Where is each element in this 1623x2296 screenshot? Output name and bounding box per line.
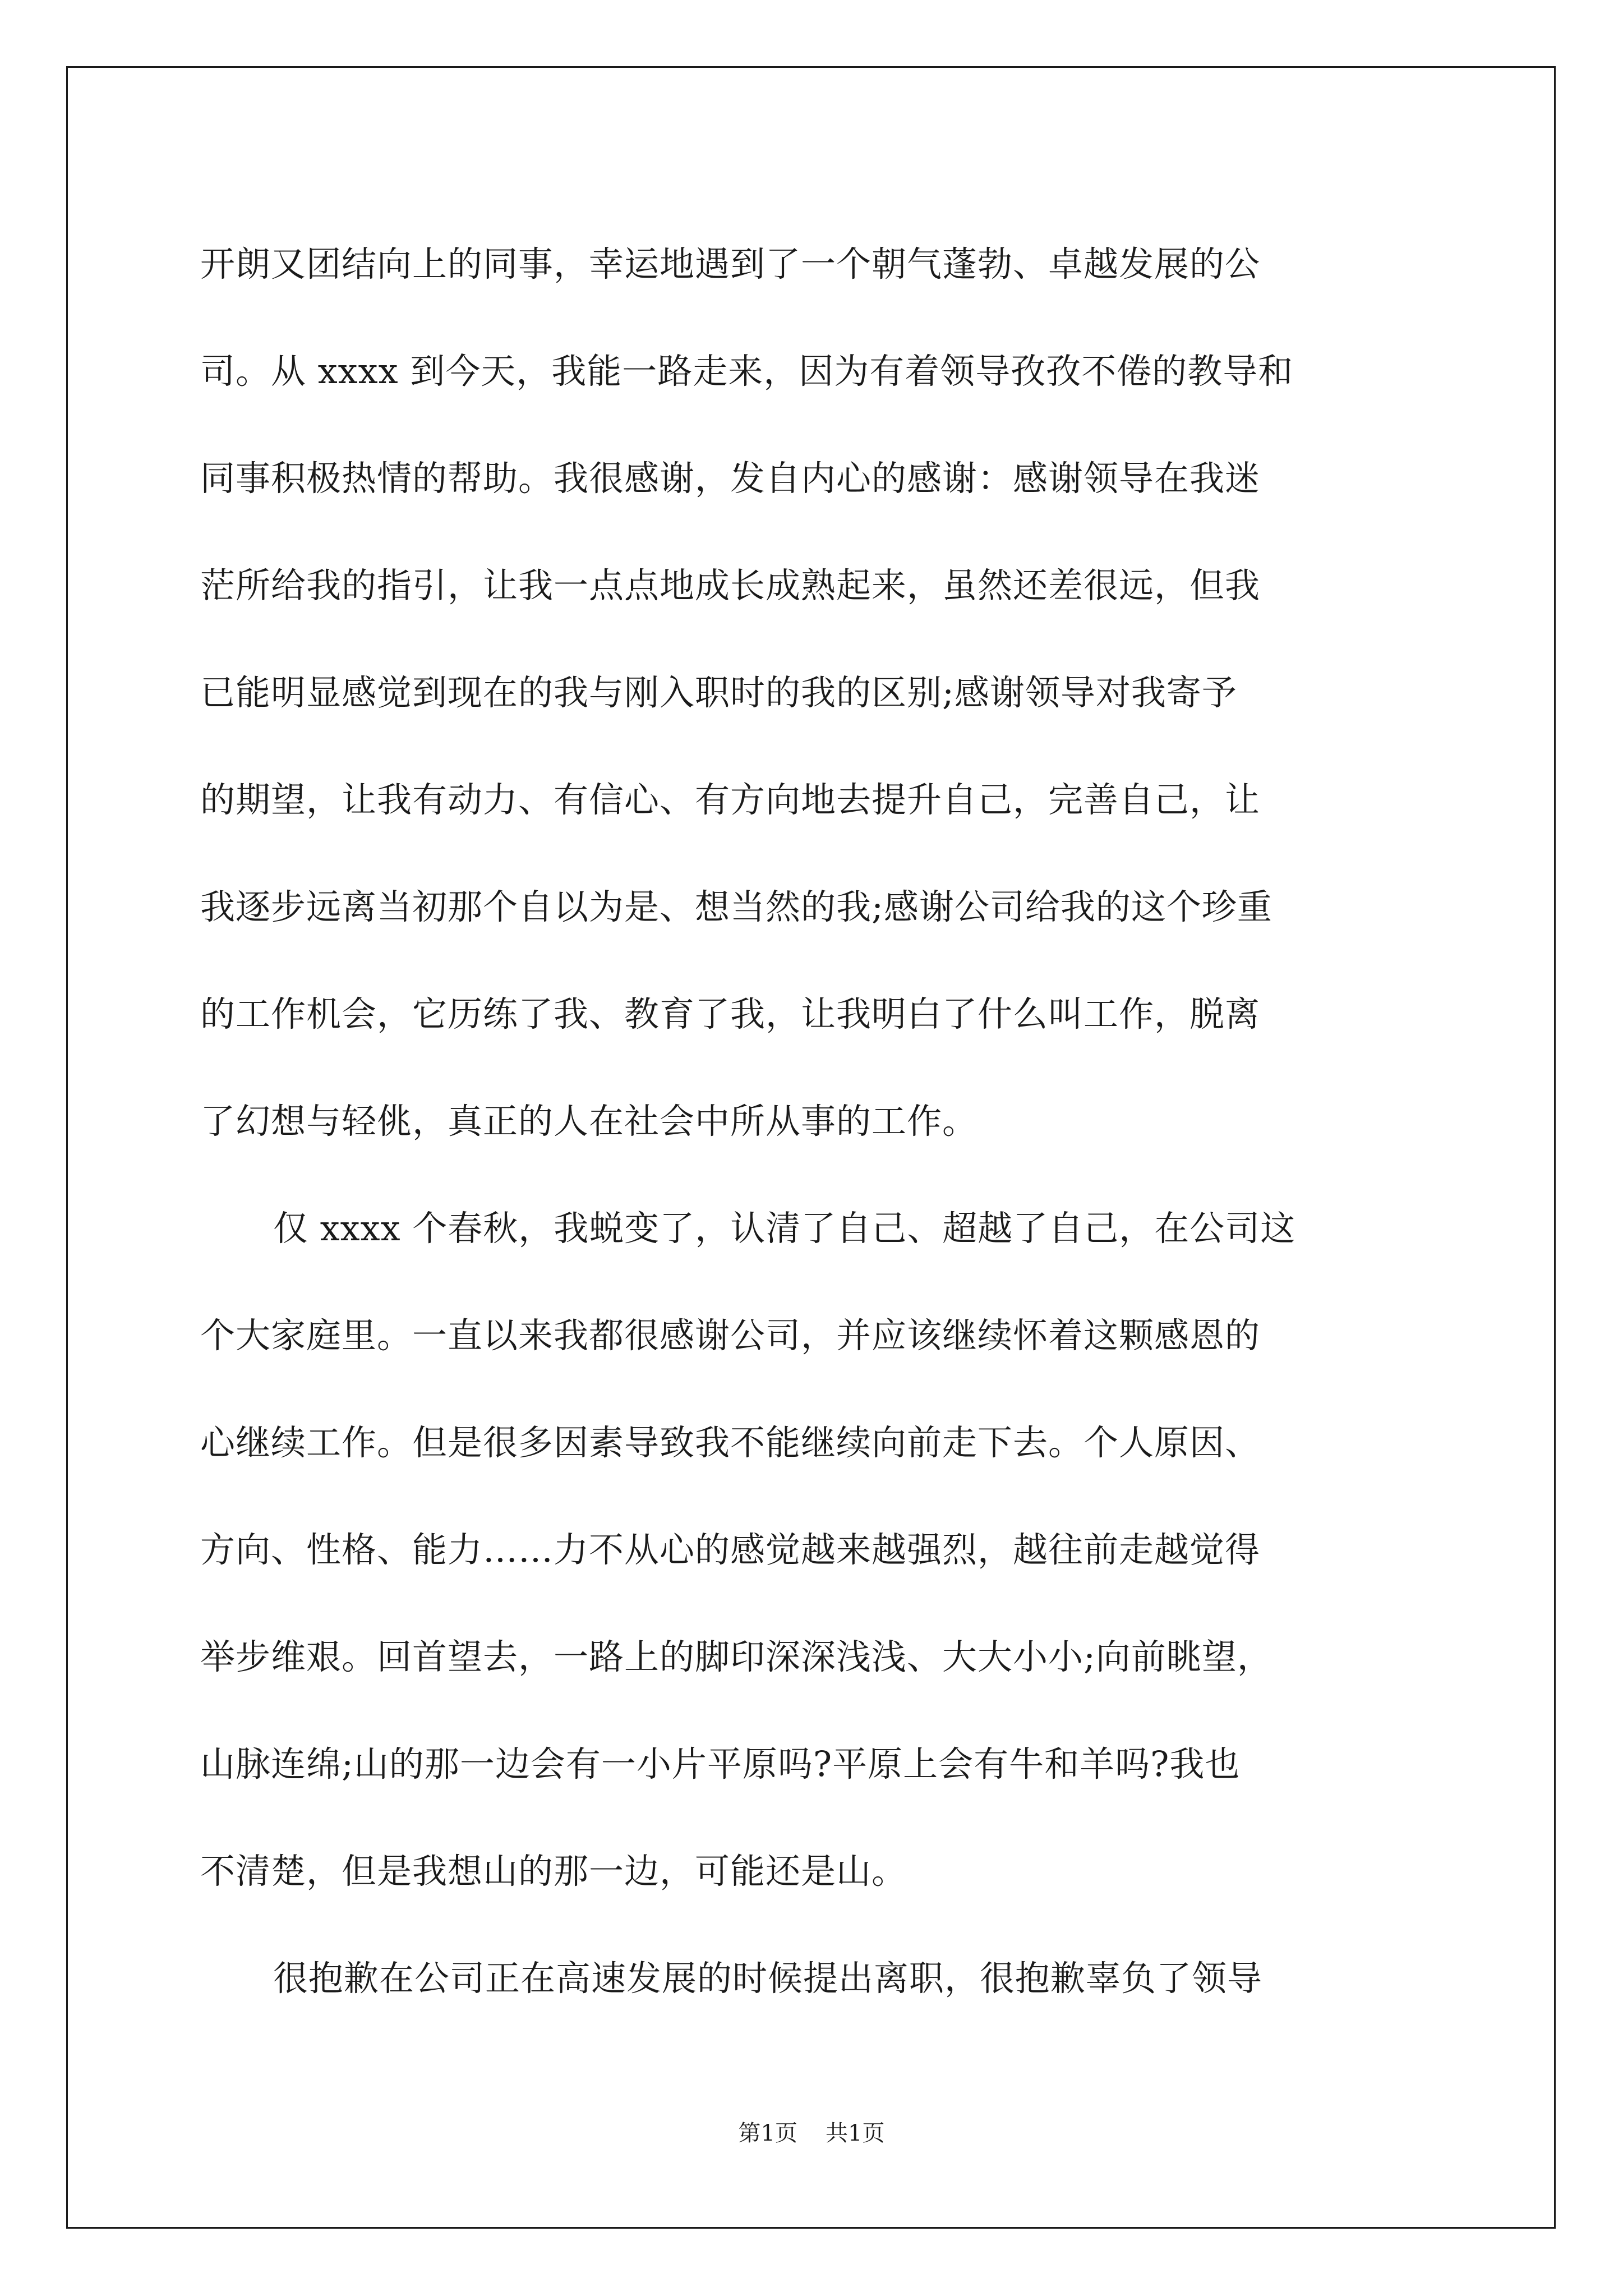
text-line: 仅 xxxx 个春秋，我蜕变了，认清了自己、超越了自己，在公司这 [273,1208,1296,1249]
text-line: 的工作机会，它历练了我、教育了我，让我明白了什么叫工作，脱离 [200,993,1261,1034]
text-line: 很抱歉在公司正在高速发展的时候提出离职，很抱歉辜负了领导 [273,1958,1263,1999]
text-line: 山脉连绵;山的那一边会有一小片平原吗?平原上会有牛和羊吗?我也 [200,1743,1241,1784]
text-line: 个大家庭里。一直以来我都很感谢公司，并应该继续怀着这颗感恩的 [200,1315,1261,1356]
page-total: 共1页 [826,2120,885,2146]
text-line: 举步维艰。回首望去，一路上的脚印深深浅浅、大大小小;向前眺望， [200,1636,1272,1677]
text-line: 开朗又团结向上的同事，幸运地遇到了一个朝气蓬勃、卓越发展的公 [200,243,1261,284]
text-line: 方向、性格、能力……力不从心的感觉越来越强烈，越往前走越觉得 [200,1529,1261,1570]
page-number: 第1页 [738,2120,797,2146]
paragraph-2 [200,1175,1434,1925]
text-line: 的期望，让我有动力、有信心、有方向地去提升自己，完善自己，让 [200,779,1261,820]
text-line: 已能明显感觉到现在的我与刚入职时的我的区别;感谢领导对我寄予 [200,672,1237,713]
document-body [200,210,1434,2032]
page-footer [0,2119,1623,2147]
text-line: 了幻想与轻佻，真正的人在社会中所从事的工作。 [200,1101,978,1142]
text-line: 不清楚，但是我想山的那一边，可能还是山。 [200,1851,907,1892]
text-line: 心继续工作。但是很多因素导致我不能继续向前走下去。个人原因、 [200,1422,1261,1463]
text-line: 同事积极热情的帮助。我很感谢，发自内心的感谢：感谢领导在我迷 [200,458,1261,499]
text-line: 茫所给我的指引，让我一点点地成长成熟起来，虽然还差很远，但我 [200,565,1261,606]
text-line: 我逐步远离当初那个自以为是、想当然的我;感谢公司给我的这个珍重 [200,886,1272,927]
paragraph-1 [200,210,1434,1175]
paragraph-3 [200,1925,1434,2032]
text-line: 司。从 xxxx 到今天，我能一路走来，因为有着领导孜孜不倦的教导和 [200,351,1294,392]
